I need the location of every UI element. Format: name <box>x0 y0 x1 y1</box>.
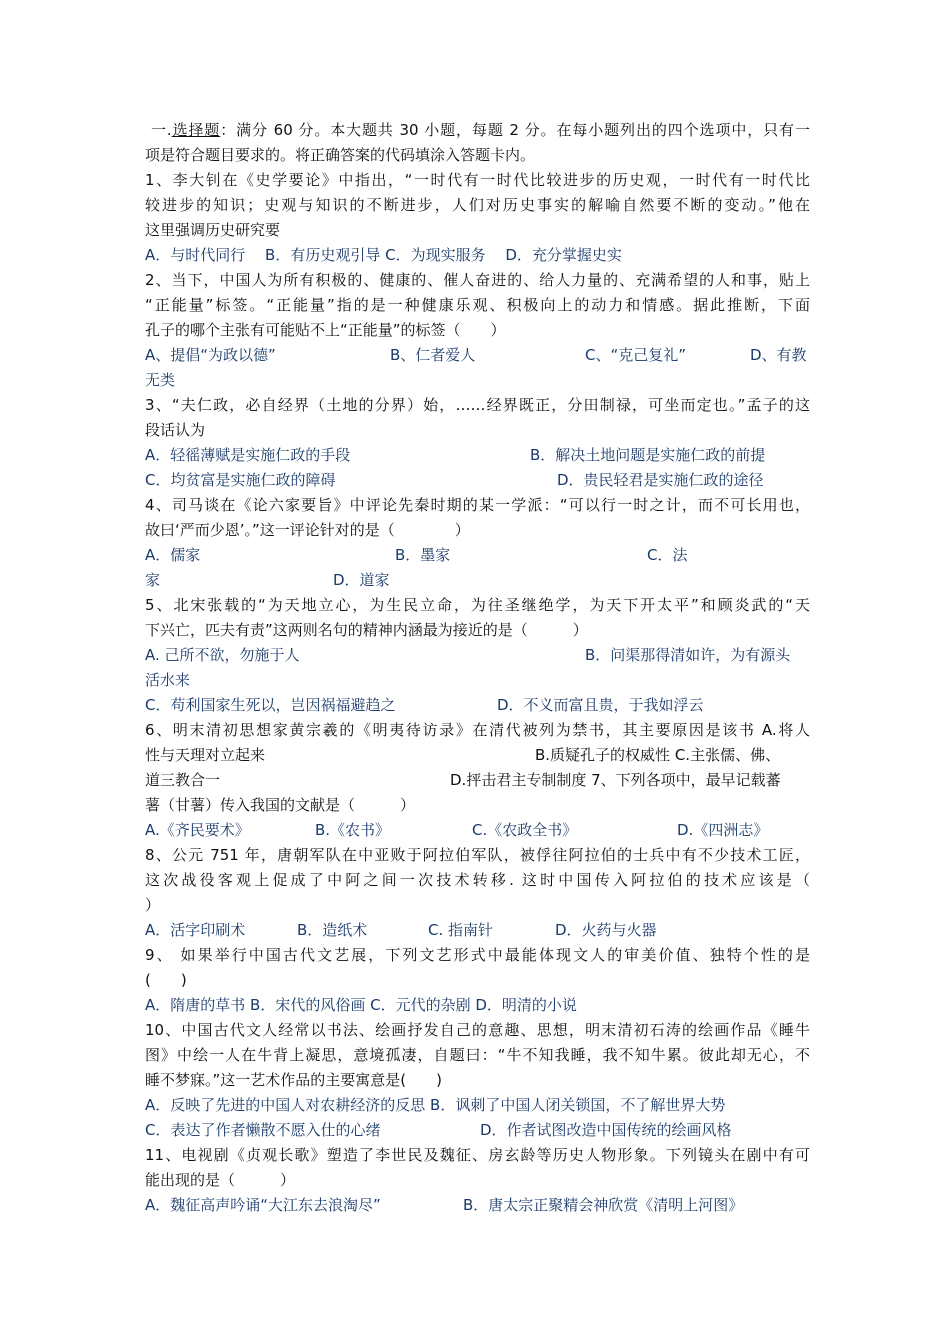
q1-line-3: 这里强调历史研究要 <box>145 221 281 239</box>
q8-line-1: 8、公元 751 年，唐朝军队在中亚败于阿拉伯军队，被俘往阿拉伯的士兵中有不少技术工匠， <box>145 846 810 864</box>
q10-line-2: 图》中绘一人在牛背上凝思，意境孤凄，自题曰：“牛不知我睡，我不知牛累。彼此却无心，不 <box>145 1046 810 1064</box>
q8-option-b: B．造纸术 <box>297 921 368 939</box>
q4-option-b: B．墨家 <box>395 546 451 564</box>
q2-option-d: D、有教 <box>750 346 807 364</box>
q11-option-a: A．魏征高声吟诵“大江东去浪淘尽” <box>145 1196 381 1214</box>
q4-line-2: 故曰‘严而少恩’。”这一评论针对的是（ ） <box>145 521 470 539</box>
q5-line-1: 5、北宋张载的“为天地立心，为生民立命，为往圣继绝学，为天下开太平”和顾炎武的“天 <box>145 596 810 614</box>
q3-options-cd <box>145 468 810 493</box>
q9-options: A．隋唐的草书 B．宋代的风俗画 C．元代的杂剧 D．明清的小说 <box>145 996 577 1014</box>
q9-line-2: ( ) <box>145 971 187 989</box>
exam-page <box>145 118 810 1218</box>
q5-option-b-cont: 活水来 <box>145 671 191 689</box>
q7-option-d: D.《四洲志》 <box>677 821 769 839</box>
q10-option-d: D．作者试图改造中国传统的绘画风格 <box>480 1121 732 1139</box>
q2-line-1: 2、当下，中国人为所有积极的、健康的、催人奋进的、给人力量的、充满希望的人和事，贴上 <box>145 271 810 289</box>
section-heading: 一.选择题：满分 60 分。本大题共 30 小题，每题 2 分。在每小题列出的四个选项中，只有一 <box>151 121 810 139</box>
q5-options-ab <box>145 643 810 668</box>
q8-options <box>145 918 810 943</box>
q7-options <box>145 818 810 843</box>
q10-options-ab: A．反映了先进的中国人对农耕经济的反思 B．讽刺了中国人闭关锁国，不了解世界大势 <box>145 1096 726 1114</box>
q8-line-3: ） <box>145 896 161 914</box>
q10-options-cd <box>145 1118 810 1143</box>
q10-line-3: 睡不梦寐。”这一艺术作品的主要寓意是( ) <box>145 1071 442 1089</box>
q1-line-1: 1、李大钊在《史学要论》中指出，“一时代有一时代比较进步的历史观，一时代有一时代比 <box>145 171 810 189</box>
section-label: 选择题 <box>171 121 221 139</box>
q3-options-ab <box>145 443 810 468</box>
q2-line-3: 孔子的哪个主张有可能贴不上“正能量”的标签（ ） <box>145 321 506 339</box>
q11-options-ab <box>145 1193 810 1218</box>
q3-option-c: C．均贫富是实施仁政的障碍 <box>145 471 336 489</box>
q1-options: A．与时代同行 B．有历史观引导 C．为现实服务 D．充分掌握史实 <box>145 246 622 264</box>
q3-line-2: 段话认为 <box>145 421 206 439</box>
q7-option-c: C.《农政全书》 <box>472 821 578 839</box>
q7-line-1: 薯（甘薯）传入我国的文献是（ ） <box>145 796 416 814</box>
q10-line-1: 10、中国古代文人经常以书法、绘画抒发自己的意趣、思想，明末清初石涛的绘画作品《睡牛 <box>145 1021 810 1039</box>
q2-option-d-cont: 无类 <box>145 371 176 389</box>
q4-option-c: C．法 <box>647 546 688 564</box>
q2-option-c: C、“克己复礼” <box>585 346 687 364</box>
q3-option-d: D．贵民轻君是实施仁政的途径 <box>557 471 764 489</box>
q11-line-1: 11、电视剧《贞观长歌》塑造了李世民及魏征、房玄龄等历史人物形象。下列镜头在剧中有可 <box>145 1146 810 1164</box>
q9-line-1: 9、 如果举行中国古代文艺展，下列文艺形式中最能体现文人的审美价值、独特个性的是 <box>145 946 810 964</box>
q8-option-d: D．火药与火器 <box>555 921 657 939</box>
q5-option-b: B．问渠那得清如许，为有源头 <box>585 646 791 664</box>
q2-option-a: A、提倡“为政以德” <box>145 346 276 364</box>
q11-option-b: B．唐太宗正聚精会神欣赏《清明上河图》 <box>463 1196 744 1214</box>
section-heading-cont: 项是符合题目要求的。将正确答案的代码填涂入答题卡内。 <box>145 146 536 164</box>
q3-option-a: A．轻徭薄赋是实施仁政的手段 <box>145 446 351 464</box>
q5-option-c: C．苟利国家生死以，岂因祸福避趋之 <box>145 696 396 714</box>
q2-option-b: B、仁者爱人 <box>390 346 476 364</box>
q6-line-3: 道三教合一 D.抨击君主专制制度 7、下列各项中，最早记载蕃 <box>145 771 781 789</box>
q3-option-b: B．解决土地问题是实施仁政的前提 <box>530 446 766 464</box>
q10-option-c: C．表达了作者懒散不愿入仕的心绪 <box>145 1121 381 1139</box>
q1-line-2: 较进步的知识；史观与知识的不断进步，人们对历史事实的解喻自然要不断的变动。”他在 <box>145 196 810 214</box>
q8-line-2: 这次战役客观上促成了中阿之间一次技术转移. 这时中国传入阿拉伯的技术应该是（ <box>145 871 810 889</box>
q2-options <box>145 343 810 368</box>
q4-option-a: A．儒家 <box>145 546 201 564</box>
q8-option-a: A．活字印刷术 <box>145 921 246 939</box>
q4-option-d: D．道家 <box>333 571 390 589</box>
q8-option-c: C. 指南针 <box>428 921 494 939</box>
q4-options-cd <box>145 568 810 593</box>
q7-option-b: B.《农书》 <box>315 821 391 839</box>
q5-option-d: D．不义而富且贵，于我如浮云 <box>497 696 704 714</box>
q4-options-abc <box>145 543 810 568</box>
q11-line-2: 能出现的是（ ） <box>145 1171 296 1189</box>
q4-line-1: 4、司马谈在《论六家要旨》中评论先秦时期的某一学派：“可以行一时之计，而不可长用也， <box>145 496 810 514</box>
q5-options-cd <box>145 693 810 718</box>
q3-line-1: 3、“夫仁政，必自经界（土地的分界）始，……经界既正，分田制禄，可坐而定也。”孟子的这 <box>145 396 810 414</box>
q4-option-c-cont: 家 <box>145 571 161 589</box>
q5-option-a: A. 己所不欲，勿施于人 <box>145 646 300 664</box>
q2-line-2: “正能量”标签。“正能量”指的是一种健康乐观、积极向上的动力和情感。据此推断，下面 <box>145 296 810 314</box>
q6-line-2: 性与天理对立起来 B.质疑孔子的权威性 C.主张儒、佛、 <box>145 746 781 764</box>
q6-line-1: 6、明末清初思想家黄宗羲的《明夷待访录》在清代被列为禁书，其主要原因是该书 A.将人 <box>145 721 810 739</box>
q7-option-a: A.《齐民要术》 <box>145 821 250 839</box>
q5-line-2: 下兴亡，匹夫有责”这两则名句的精神内涵最为接近的是（ ） <box>145 621 588 639</box>
